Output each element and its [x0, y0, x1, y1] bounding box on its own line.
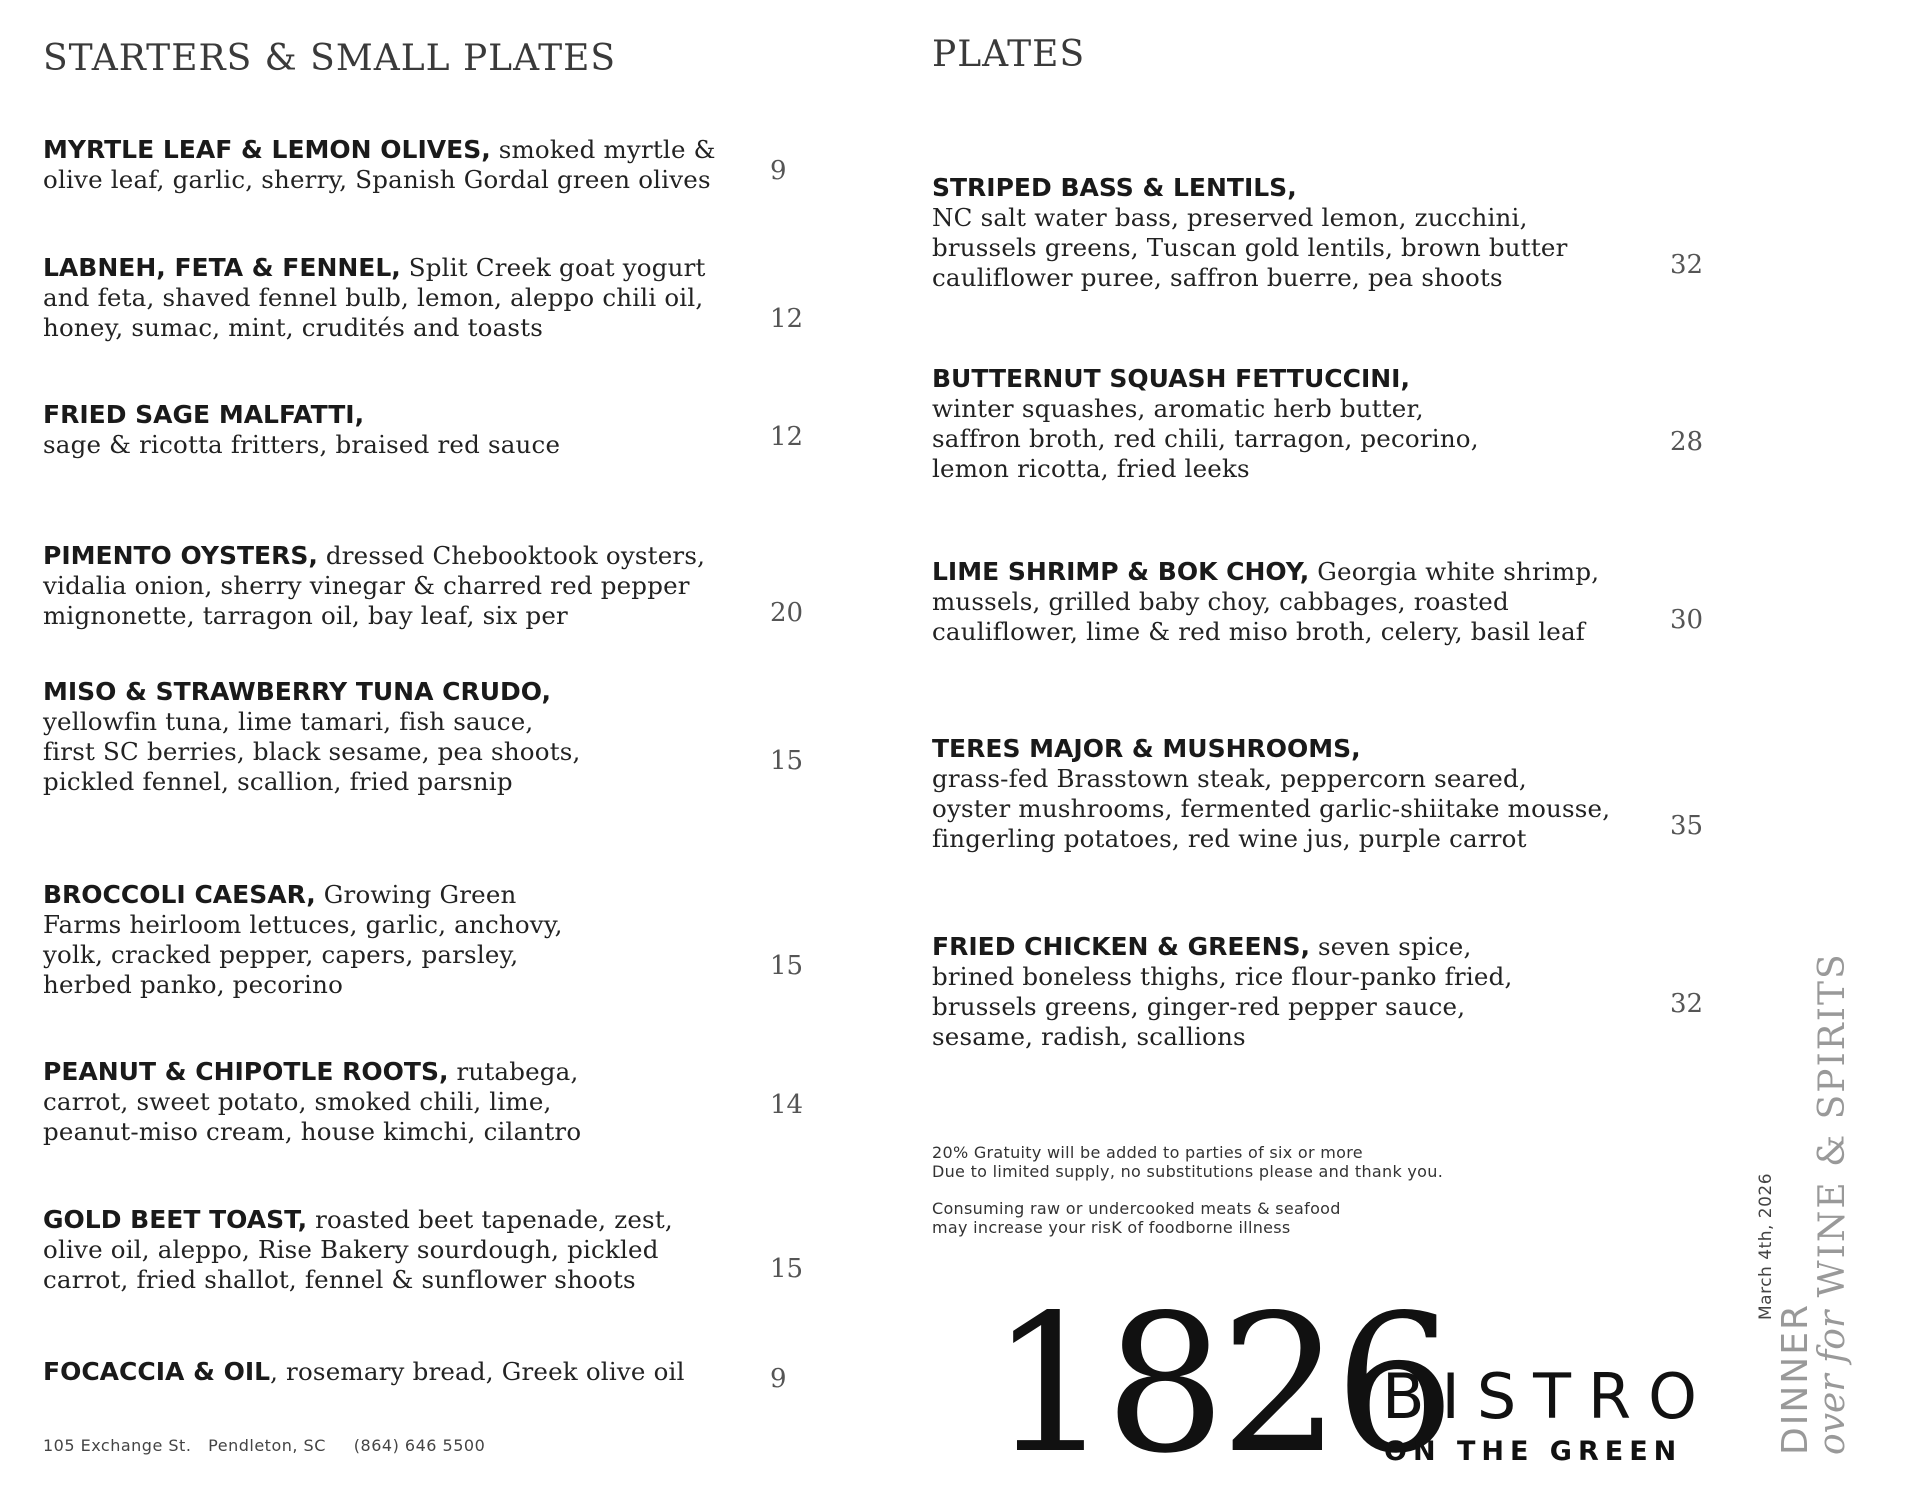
dish-price: 32: [1670, 250, 1704, 280]
dish-name: STRIPED BASS & LENTILS,: [932, 173, 1297, 202]
menu-item: [932, 932, 1632, 1052]
menu-item: [43, 1205, 763, 1295]
menu-item: [43, 253, 763, 343]
dish-price: 9: [770, 1364, 787, 1394]
dish-description: dressed Chebooktook oysters, vidalia onion, sherry vinegar & charred red pepper mignonette, tarragon oil, bay leaf, six per: [43, 541, 706, 630]
dish-description: Georgia white shrimp, mussels, grilled baby choy, cabbages, roasted cauliflower, lime & red miso broth, celery, basil leaf: [932, 557, 1600, 646]
subtitle-italic: over for: [1812, 1310, 1853, 1455]
dish-name: LABNEH, FETA & FENNEL,: [43, 253, 401, 282]
dish-name: PIMENTO OYSTERS,: [43, 541, 318, 570]
dish-name: FRIED SAGE MALFATTI,: [43, 400, 365, 429]
dish-description: seven spice, brined boneless thighs, rice flour-panko fried, brussels greens, ginger-red pepper sauce, sesame, radish, scallions: [932, 932, 1513, 1051]
menu-item: [932, 557, 1632, 647]
dish-price: 15: [770, 1254, 804, 1284]
menu-subtitle: [1812, 952, 1853, 1455]
menu-item: [932, 173, 1632, 293]
dish-description: roasted beet tapenade, zest, olive oil, aleppo, Rise Bakery sourdough, pickled carrot, fried shallot, fennel & sunflower shoots: [43, 1205, 673, 1294]
dish-description: smoked myrtle & olive leaf, garlic, sherry, Spanish Gordal green olives: [43, 135, 716, 194]
dish-price: 12: [770, 422, 804, 452]
dish-price: 35: [1670, 811, 1704, 841]
dish-price: 30: [1670, 605, 1704, 635]
dish-name: GOLD BEET TOAST,: [43, 1205, 308, 1234]
dish-price: 9: [770, 156, 787, 186]
menu-item: [43, 677, 763, 797]
section-title-plates: PLATES: [932, 34, 1086, 75]
dish-name: FRIED CHICKEN & GREENS,: [932, 932, 1311, 961]
dish-price: 15: [770, 746, 804, 776]
menu-item: [932, 364, 1632, 484]
menu-item: [43, 1357, 763, 1387]
dish-name: MISO & STRAWBERRY TUNA CRUDO,: [43, 677, 552, 706]
menu-item: [932, 734, 1632, 854]
dish-description: , rosemary bread, Greek olive oil: [270, 1357, 685, 1386]
dish-name: BROCCOLI CAESAR,: [43, 880, 316, 909]
logo-number: 1826: [990, 1274, 1450, 1495]
dish-name: LIME SHRIMP & BOK CHOY,: [932, 557, 1310, 586]
menu-item: [43, 135, 763, 195]
menu-date: March 4th, 2026: [1756, 1172, 1776, 1320]
dish-description: sage & ricotta fritters, braised red sauce: [43, 430, 561, 459]
menu-header-vertical: [1740, 952, 1853, 1455]
menu-item: [43, 541, 763, 631]
dish-price: 20: [770, 598, 804, 628]
dish-name: BUTTERNUT SQUASH FETTUCCINI,: [932, 364, 1410, 393]
menu-item: [43, 1057, 763, 1147]
restaurant-address: 105 Exchange St. Pendleton, SC (864) 646 5500: [43, 1436, 486, 1455]
dish-price: 12: [770, 304, 804, 334]
dish-description: Growing Green Farms heirloom lettuces, garlic, anchovy, yolk, cracked pepper, capers, parsley, herbed panko, pecorino: [43, 880, 563, 999]
dish-price: 32: [1670, 989, 1704, 1019]
section-title-starters: STARTERS & SMALL PLATES: [43, 38, 617, 79]
dish-name: PEANUT & CHIPOTLE ROOTS,: [43, 1057, 449, 1086]
logo-tagline: ON THE GREEN: [1384, 1436, 1683, 1467]
menu-notes: [932, 1143, 1443, 1237]
dish-name: TERES MAJOR & MUSHROOMS,: [932, 734, 1361, 763]
subtitle-rest: WINE & SPIRITS: [1812, 952, 1853, 1311]
logo-name: BISTRO: [1382, 1360, 1714, 1433]
dish-price: 28: [1670, 427, 1704, 457]
dish-name: MYRTLE LEAF & LEMON OLIVES,: [43, 135, 491, 164]
menu-item: [43, 400, 763, 460]
dish-description: grass-fed Brasstown steak, peppercorn seared, oyster mushrooms, fermented garlic-shiitake mousse, fingerling potatoes, red wine jus, purple carrot: [932, 764, 1611, 853]
food-warning-line: may increase your risK of foodborne illness: [932, 1218, 1291, 1237]
dish-description: winter squashes, aromatic herb butter, saffron broth, red chili, tarragon, pecorino, lemon ricotta, fried leeks: [932, 394, 1479, 483]
food-warning-line: Consuming raw or undercooked meats & seafood: [932, 1199, 1341, 1218]
menu-item: [43, 880, 763, 1000]
gratuity-note: 20% Gratuity will be added to parties of six or more: [932, 1143, 1363, 1162]
dish-description: Split Creek goat yogurt and feta, shaved fennel bulb, lemon, aleppo chili oil, honey, sumac, mint, crudités and toasts: [43, 253, 706, 342]
menu-type-title: DINNER: [1775, 1303, 1816, 1455]
dish-price: 15: [770, 951, 804, 981]
substitution-note: Due to limited supply, no substitutions please and thank you.: [932, 1162, 1444, 1181]
dish-name: FOCACCIA & OIL: [43, 1357, 271, 1386]
dish-description: yellowfin tuna, lime tamari, fish sauce, first SC berries, black sesame, pea shoots, pickled fennel, scallion, fried parsnip: [43, 707, 581, 796]
dish-description: rutabega, carrot, sweet potato, smoked chili, lime, peanut-miso cream, house kimchi, cilantro: [43, 1057, 582, 1146]
dish-description: NC salt water bass, preserved lemon, zucchini, brussels greens, Tuscan gold lentils, brown butter cauliflower puree, saffron buerre, pea shoots: [932, 203, 1568, 292]
dish-price: 14: [770, 1090, 804, 1120]
